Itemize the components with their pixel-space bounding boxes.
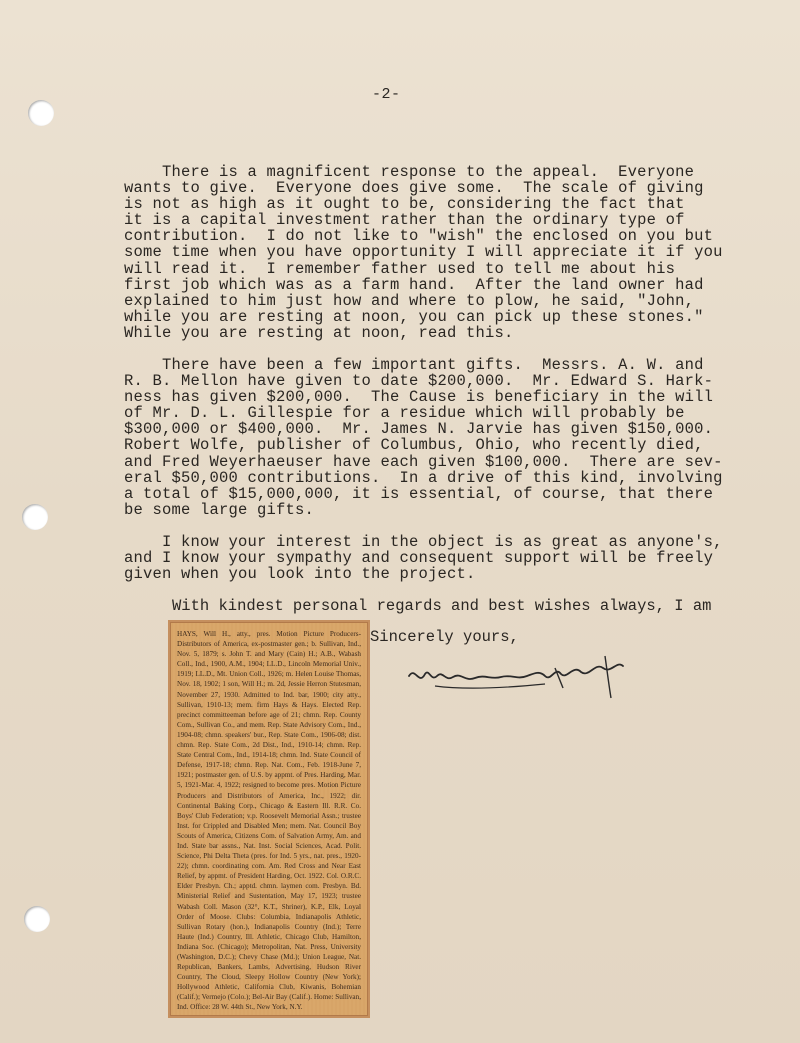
paragraph-appeal: There is a magnificent response to the appeal. Everyone wants to give. Everyone does give some. The scale of giving is not as high as it ought to be, considering the fact that it is a capital investment rather than the ordinary type of contribution. I do not like to "wish" the enclosed on you but some time when you have opportunity I will appreciate it if you will read it. I remember father used to tell me about his first job which was as a farm hand. After the land owner had explained to him just how and where to plow, he said, "John, while you are resting at noon, you can pick up these stones." While you are resting at noon, read this. — [124, 163, 723, 342]
handwritten-signature — [405, 646, 635, 706]
salutation: Sincerely yours, — [370, 628, 519, 646]
punch-hole — [28, 100, 54, 126]
punch-hole — [24, 906, 50, 932]
clipping-text: HAYS, Will H., atty., pres. Motion Picture Producers-Distributors of America, ex-postmaster gen.; b. Sullivan, Ind., Nov. 5, 1879; s. John T. and Mary (Cain) H.; A.B., Wabash Coll., Ind., 1900, A.M., 1904; LL.D., Lincoln Memorial Univ., 1919; LL.D., Mt. Union Coll., 1926; m. Helen Louise Thomas, Nov. 18, 1902; 1 son, Will H.; m. 2d, Jessie Herron Stutesman, November 27, 1930. Admitted to Ind. bar, 1900; city atty., Sullivan, 1910-13; mem. firm Hays & Hays. Elected Rep. precinct committeeman before age of 21; chmn. Rep. County Com., Sullivan Co., and mem. Rep. State Advisory Com., Ind., 1904-08; chmn. speakers' bur., Rep. State Com., 1906-08; dist. chmn. Rep. State Com., 2d Dist., Ind., 1910-14; chmn. Rep. State Central Com., Ind., 1914-18; chmn. Ind. State Council of Defense, 1917-18; chmn. Rep. Nat. Com., Feb. 1918-June 7, 1921; postmaster gen. of U.S. by appmt. of Pres. Harding, Mar. 5, 1921-Mar. 4, 1922; resigned to become pres. Motion Picture Producers and Distributors of America, Inc., 1922; dir. Continental Baking Corp., Chicago & Eastern Ill. R.R. Co. Boys' Club Federation; v.p. Roosevelt Memorial Assn.; trustee Inst. for Crippled and Disabled Men; mem. Nat. Council Boy Scouts of America, Citizens Com. of Salvation Army, Am. and Ind. State bar assns., Nat. Inst. Social Sciences, Acad. Polit. Science, Phi Delta Theta (pres. for Ind. 5 yrs., nat. pres., 1920-22); chmn. coordinating com. Am. Red Cross and Near East Relief, by appmt. of President Harding, Oct. 1922. Col. O.R.C. Elder Presbyn. Ch.; apptd. chmn. laymen com. Presbyn. Bd. Ministerial Relief and Sustentation, May 17, 1923; trustee Wabash Coll. Mason (32°, K.T., Shriner), K.P., Elk, Loyal Order of Moose. Clubs: Columbia, Indianapolis Athletic, Sullivan Rotary (hon.), Indianapolis Country (Ind.); Terre Haute (Ind.) Country, Ill. Athletic, Chicago Club, Hamilton, Indiana Soc. (Chicago); Metropolitan, Nat. Press, University (Washington, D.C.); Chevy Chase (Md.); Union League, Nat. Republican, Bankers, Lambs, Advertising, Hudson River Country, The Cloud, Sleepy Hollow Country (New York); Hollywood Athletic, California Club, Kiwanis, Bohemian (Calif.); Vermejo (Colo.); Bel-Air Bay (Calif.). Home: Sullivan, Ind. Office: 28 W. 44th St., New York, N.Y. — [177, 630, 363, 1012]
newspaper-clipping — [170, 622, 368, 1016]
paragraph-gifts: There have been a few important gifts. Messrs. A. W. and R. B. Mellon have given to date $200,000. Mr. Edward S. Hark- ness has given $200,000. The Cause is beneficiary in the will of Mr. D. L. Gillespie for a residue which will probably be $300,000 or $400,000. Mr. James N. Jarvie has given $150,000. Robert Wolfe, publisher of Columbus, Ohio, who recently died, and Fred Weyerhaeuser have each given $100,000. There are sev- eral $50,000 contributions. In a drive of this kind, involving a total of $15,000,000, it is essential, of course, that there be some large gifts. — [124, 356, 723, 519]
closing-line: With kindest personal regards and best wishes always, I am — [172, 597, 712, 615]
punch-hole — [22, 504, 48, 530]
paragraph-interest: I know your interest in the object is as great as anyone's, and I know your sympathy and consequent support will be freely given when you look into the project. — [124, 533, 723, 584]
page-number: -2- — [372, 86, 401, 103]
